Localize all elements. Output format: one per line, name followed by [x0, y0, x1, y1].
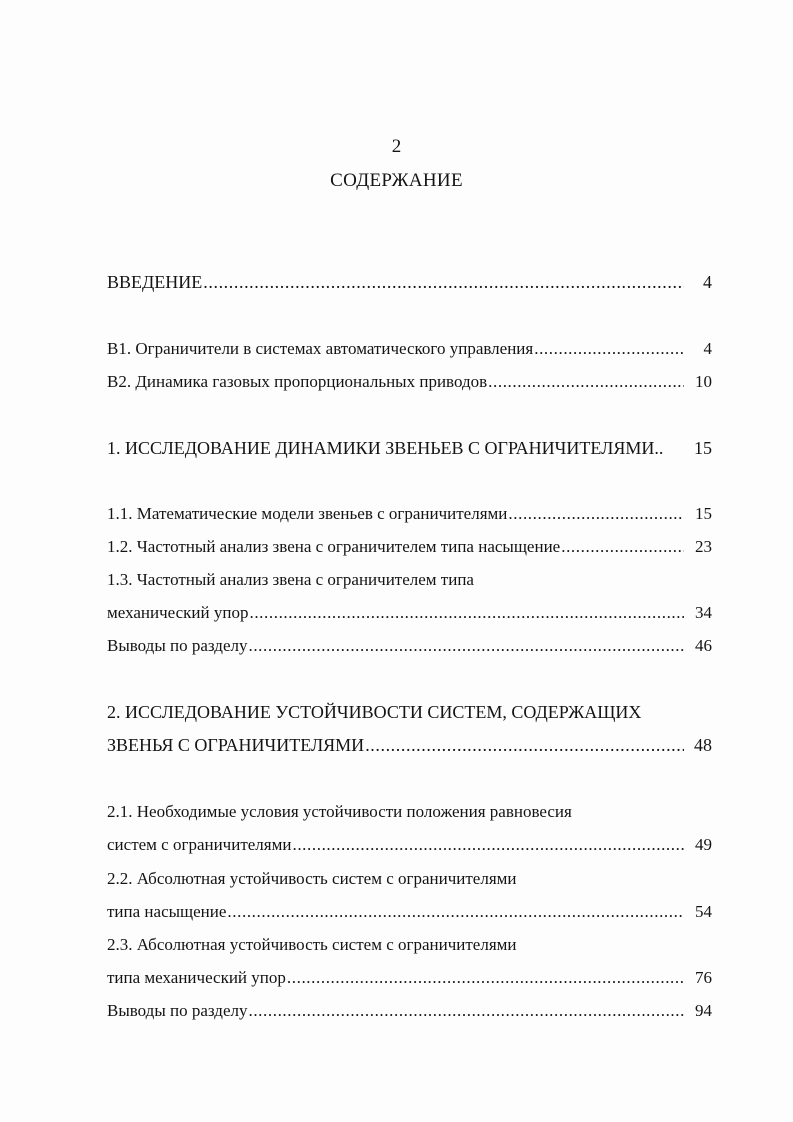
toc-page-number: 94	[695, 1001, 712, 1020]
dot-leader	[248, 1000, 684, 1022]
toc-entry-1-2	[107, 536, 712, 558]
toc-entry-label: В1. Ограничители в системах автоматического управления	[107, 339, 534, 358]
dot-leader	[534, 338, 684, 360]
dot-leader	[365, 734, 684, 756]
toc-entry-2-1	[107, 834, 712, 856]
toc-entry-label: 1.1. Математические модели звеньев с ограничителями	[107, 504, 508, 523]
toc-entry-label: ВВЕДЕНИЕ	[107, 272, 203, 292]
toc-entry-2-2	[107, 901, 712, 923]
toc-page-number: 76	[695, 968, 712, 987]
toc-page-number: 34	[695, 603, 712, 622]
toc-entry-conclusions-2	[107, 1000, 712, 1022]
dot-leader	[292, 834, 684, 856]
dot-leader	[287, 967, 684, 989]
toc-entry-label: механический упор	[107, 603, 249, 622]
toc-entry-2-3-title: 2.3. Абсолютная устойчивость систем с ограничителями	[107, 935, 517, 954]
toc-entry-label: 1. ИССЛЕДОВАНИЕ ДИНАМИКИ ЗВЕНЬЕВ С ОГРАНИЧИТЕЛЯМИ..	[107, 438, 664, 458]
toc-page-number: 15	[694, 438, 712, 458]
toc-entry-2-1-title: 2.1. Необходимые условия устойчивости положения равновесия	[107, 802, 572, 821]
page-number: 2	[391, 136, 402, 157]
page-title: СОДЕРЖАНИЕ	[330, 170, 463, 191]
toc-entry-intro	[107, 271, 712, 293]
dot-leader	[248, 635, 684, 657]
toc-entry-b1	[107, 338, 712, 360]
toc-entry-label: В2. Динамика газовых пропорциональных приводов	[107, 372, 488, 391]
toc-entry-chapter-1	[107, 437, 712, 459]
toc-entry-1-3-title: 1.3. Частотный анализ звена с ограничителем типа	[107, 570, 474, 589]
dot-leader	[508, 503, 684, 525]
dot-leader	[203, 271, 684, 293]
toc-entry-label: типа насыщение	[107, 902, 227, 921]
toc-page-number: 10	[695, 372, 712, 391]
toc-page-number: 4	[703, 339, 712, 358]
toc-entry-1-3	[107, 602, 712, 624]
toc-entry-conclusions-1	[107, 635, 712, 657]
toc-page-number: 48	[694, 735, 712, 755]
toc-entry-b2	[107, 371, 712, 393]
toc-entry-label: ЗВЕНЬЯ С ОГРАНИЧИТЕЛЯМИ	[107, 735, 365, 755]
toc-entry-label: Выводы по разделу	[107, 636, 248, 655]
toc-entry-label: Выводы по разделу	[107, 1001, 248, 1020]
toc-page-number: 54	[695, 902, 712, 921]
toc-entry-chapter-2-title: 2. ИССЛЕДОВАНИЕ УСТОЙЧИВОСТИ СИСТЕМ, СОДЕРЖАЩИХ	[107, 702, 642, 722]
toc-entry-label: систем с ограничителями	[107, 835, 292, 854]
toc-entry-2-3	[107, 967, 712, 989]
toc-entry-1-1	[107, 503, 712, 525]
dot-leader	[227, 901, 684, 923]
toc-page-number: 49	[695, 835, 712, 854]
toc-entry-chapter-2	[107, 734, 712, 756]
toc-page-number: 46	[695, 636, 712, 655]
toc-entry-label: 1.2. Частотный анализ звена с ограничителем типа насыщение	[107, 537, 561, 556]
toc-page-number: 4	[703, 272, 712, 292]
dot-leader	[249, 602, 684, 624]
toc-entry-label: типа механический упор	[107, 968, 286, 987]
dot-leader	[561, 536, 684, 558]
toc-page-number: 23	[695, 537, 712, 556]
toc-page-number: 15	[695, 504, 712, 523]
dot-leader	[488, 371, 684, 393]
toc-entry-2-2-title: 2.2. Абсолютная устойчивость систем с ограничителями	[107, 869, 517, 888]
